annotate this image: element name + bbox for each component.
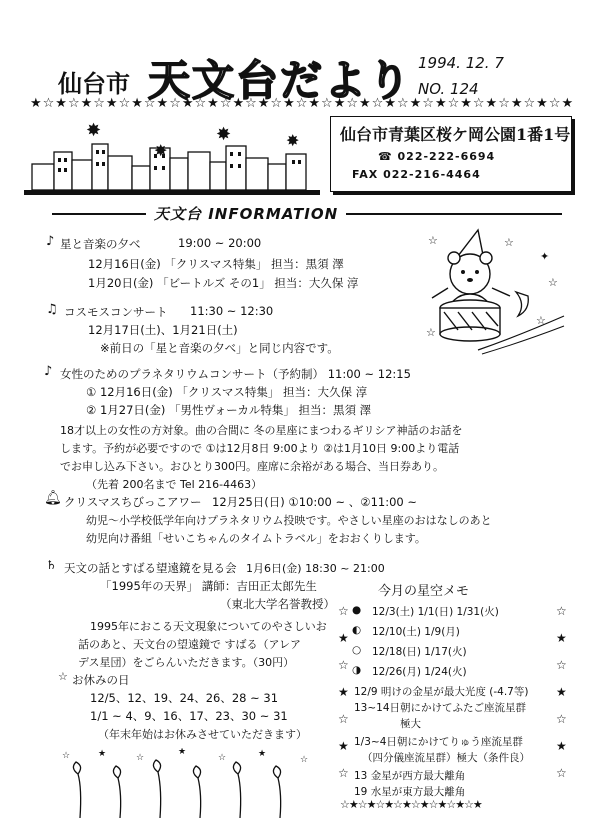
svg-text:★: ★ xyxy=(258,749,267,759)
event-star-music-time: 19:00 ~ 20:00 xyxy=(178,236,262,250)
memo-note: 19 水星が東方最大離角 xyxy=(354,786,466,798)
full-moon-dates: 12/18(日) 1/17(火) xyxy=(372,646,467,658)
holidays-line1: 12/5、12、19、24、26、28 ~ 31 xyxy=(90,691,279,705)
event-xmas-line2: 幼児向け番組「せいこちゃんのタイムトラベル」をおおくりします。 xyxy=(86,532,426,545)
music-note-icon: ♪ xyxy=(44,364,53,379)
event-talk-line4: 話のあと、天文台の望遠鏡で すばる（アレア xyxy=(78,638,302,651)
event-women-title: 女性のためのプラネタリウムコンサート（予約制） 11:00 ~ 12:15 xyxy=(60,367,411,381)
svg-text:☆: ☆ xyxy=(504,236,514,249)
svg-text:☆: ☆ xyxy=(428,234,438,247)
event-talk-line3: 1995年におこる天文現象についてのやさしいお xyxy=(90,620,327,633)
memo-right-star-border: ☆★☆★☆★☆ xyxy=(556,604,567,780)
event-star-music-line2: 1月20日(金) 「ビートルズ その1」 担当：大久保 淳 xyxy=(88,276,359,290)
full-moon-icon: ○ xyxy=(352,644,362,656)
svg-text:✸: ✸ xyxy=(154,141,168,160)
svg-text:☆: ☆ xyxy=(136,753,145,763)
event-cosmos-time: 11:30 ~ 12:30 xyxy=(190,304,274,318)
telephone: ☎ 022-222-6694 xyxy=(378,150,496,163)
first-quarter-icon: ◐ xyxy=(352,624,362,636)
svg-text:★: ★ xyxy=(98,749,107,759)
newsletter-title: 天文台だより xyxy=(148,56,413,105)
event-women-body2: します。予約が必要ですので ①は12月8日 9:00より ②は1月10日 9:00より電話 xyxy=(60,442,460,455)
svg-text:✸: ✸ xyxy=(286,131,300,150)
memo-note: 13 金星が西方最大離角 xyxy=(354,770,466,782)
address: 仙台市青葉区桜ケ岡公園1番1号 xyxy=(340,125,571,144)
memo-note: 1/3~4日朝にかけてりゅう座流星群 xyxy=(354,736,523,748)
last-quarter-icon: ◑ xyxy=(352,664,362,676)
memo-note: （四分儀座流星群）極大（条件良） xyxy=(362,752,530,764)
fax: FAX 022-216-4464 xyxy=(352,168,481,181)
svg-text:☆: ☆ xyxy=(548,276,558,289)
event-women-body4: （先着 200名まで Tel 216-4463） xyxy=(86,478,263,491)
memo-left-star-border: ☆★☆★☆★☆ xyxy=(338,604,349,780)
event-talk-line5: デス星団）をごらんいただきます。（30円） xyxy=(78,656,295,669)
memo-note: 13~14日朝にかけてふたご座流星群 xyxy=(354,702,527,714)
svg-text:☆: ☆ xyxy=(218,753,227,763)
event-talk-time: 1月6日(金) 18:30 ~ 21:00 xyxy=(246,562,385,575)
sky-memo-box xyxy=(340,576,568,814)
svg-text:☆: ☆ xyxy=(300,755,309,765)
music-note-icon: ♪ xyxy=(46,234,55,249)
event-cosmos-line2: ※前日の「星と音楽の夕べ」と同じ内容です。 xyxy=(100,341,339,355)
svg-text:✸: ✸ xyxy=(216,124,232,145)
event-talk-line2: （東北大学名誉教授） xyxy=(220,597,335,611)
new-moon-dates: 12/3(土) 1/1(日) 1/31(火) xyxy=(372,606,499,618)
event-women-body1: 18才以上の女性の方対象。曲の合間に 冬の星座にまつわるギリシア神話のお話を xyxy=(60,424,463,437)
memo-note: 極大 xyxy=(400,718,421,730)
event-xmas-line1: 幼児～小学校低学年向けプラネタリウム投映です。やさしい星座のおはなしのあと xyxy=(86,514,492,527)
event-talk-line1: 「1995年の天界」 講師：吉田正太郎先生 xyxy=(100,579,317,593)
issue-date: 1994. 12. 7 xyxy=(418,54,504,72)
event-star-music-title: 星と音楽の夕べ xyxy=(60,237,141,251)
event-women-line2: ② 1月27日(金) 「男性ヴォーカル特集」 担当：黒須 澤 xyxy=(86,403,372,417)
svg-text:☆: ☆ xyxy=(62,751,71,761)
memo-note: 12/9 明けの金星が最大光度 (-4.7等) xyxy=(354,686,529,698)
new-moon-icon: ● xyxy=(352,604,362,616)
bell-icon: 🔔︎ xyxy=(44,490,62,506)
issue-number: NO. 124 xyxy=(418,80,479,98)
svg-text:✸: ✸ xyxy=(86,120,102,141)
event-star-music-line1: 12月16日(金) 「クリスマス特集」 担当：黒須 澤 xyxy=(88,257,344,271)
holidays-title: お休みの日 xyxy=(72,673,130,687)
event-cosmos-line1: 12月17日(土)、1月21日(土) xyxy=(88,323,238,337)
event-women-body3: でお申し込み下さい。おひとり300円。座席に余裕がある場合、当日券あり。 xyxy=(60,460,444,473)
saturn-icon: ♄ xyxy=(46,558,57,572)
flowers-illustration xyxy=(60,748,330,820)
svg-text:★: ★ xyxy=(178,748,187,757)
star-border-row: ★☆★☆★☆★☆★☆★☆★☆★☆★☆★☆★☆★☆★☆★☆★☆★☆★☆★☆★☆★☆★☆★ xyxy=(30,96,575,111)
svg-text:☆: ☆ xyxy=(426,326,436,339)
memo-title: 今月の星空メモ xyxy=(378,584,470,599)
info-heading: 天文台 INFORMATION xyxy=(146,203,346,224)
svg-text:✦: ✦ xyxy=(540,250,550,263)
event-women-line1: ① 12月16日(金) 「クリスマス特集」 担当：大久保 淳 xyxy=(86,385,368,399)
memo-bottom-star-border: ☆★☆★☆★☆★☆★☆★☆★☆★ xyxy=(340,798,482,811)
last-quarter-dates: 12/26(月) 1/24(火) xyxy=(372,666,467,678)
event-xmas-title: クリスマスちびっこアワー xyxy=(64,495,202,509)
holidays-line2: 1/1 ~ 4、9、16、17、23、30 ~ 31 xyxy=(90,709,288,723)
holidays-line3: （年末年始はお休みさせていただきます） xyxy=(98,728,307,741)
star-icon: ☆ xyxy=(58,670,68,683)
skyline-illustration xyxy=(24,116,324,196)
first-quarter-dates: 12/10(土) 1/9(月) xyxy=(372,626,460,638)
bear-drummer-illustration xyxy=(418,226,568,356)
music-note-icon: ♫ xyxy=(46,302,58,317)
event-xmas-time: 12月25日(日) ①10:00 ~ 、②11:00 ~ xyxy=(212,495,418,509)
city-name: 仙台市 xyxy=(58,69,130,98)
event-cosmos-title: コスモスコンサート xyxy=(64,305,168,319)
svg-text:☆: ☆ xyxy=(536,314,546,327)
event-talk-title: 天文の話とすばる望遠鏡を見る会 xyxy=(64,561,237,575)
